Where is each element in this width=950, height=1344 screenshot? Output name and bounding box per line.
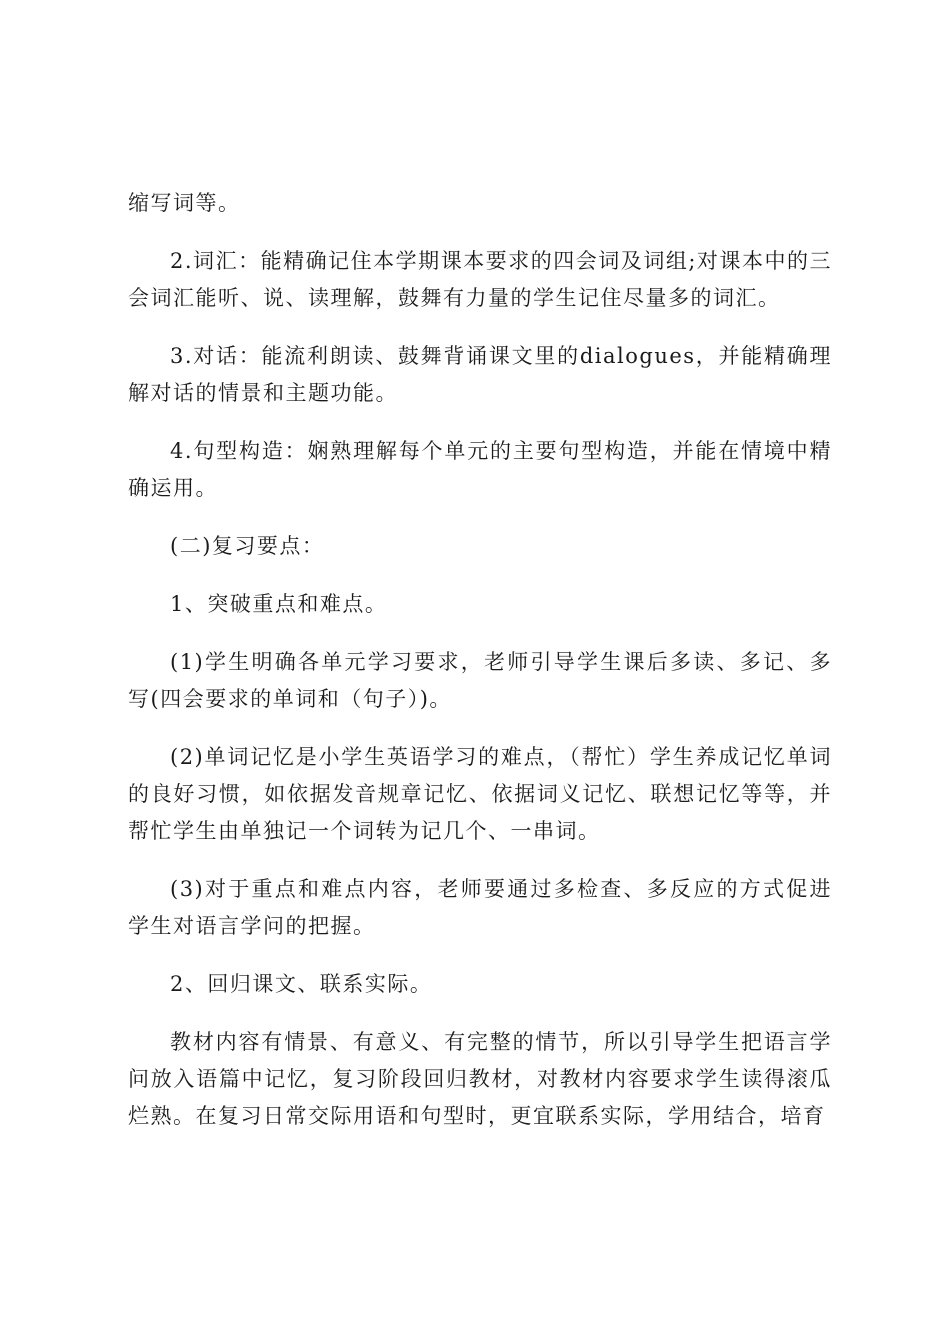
paragraph-vocabulary: 2.词汇：能精确记住本学期课本要求的四会词及词组;对课本中的三会词汇能听、说、读理解，鼓舞有力量的学生记住尽量多的词汇。	[128, 249, 832, 310]
paragraph-item-1: (1)学生明确各单元学习要求，老师引导学生课后多读、多记、多写(四会要求的单词和（句子）)。	[128, 650, 832, 711]
paragraph-item-2: (2)单词记忆是小学生英语学习的难点，（帮忙）学生养成记忆单词的良好习惯，如依据发音规章记忆、依据词义记忆、联想记忆等等，并帮忙学生由单独记一个词转为记几个、一串词。	[128, 745, 832, 843]
paragraph-continuation: 缩写词等。	[128, 191, 241, 215]
paragraph-sentence-structure: 4.句型构造：娴熟理解每个单元的主要句型构造，并能在情境中精确运用。	[128, 439, 832, 500]
paragraph-item-3: (3)对于重点和难点内容，老师要通过多检查、多反应的方式促进学生对语言学问的把握。	[128, 877, 832, 938]
document-body	[128, 185, 832, 1156]
subheading-return-to-text: 2、回归课文、联系实际。	[170, 972, 433, 996]
paragraph-textbook-content: 教材内容有情景、有意义、有完整的情节，所以引导学生把语言学问放入语篇中记忆，复习阶段回归教材，对教材内容要求学生读得滚瓜烂熟。在复习日常交际用语和句型时，更宜联系实际，学用结合，培育	[128, 1030, 832, 1128]
paragraph-dialogue: 3.对话：能流利朗读、鼓舞背诵课文里的dialogues，并能精确理解对话的情景和主题功能。	[128, 344, 832, 405]
section-heading-review-points: (二)复习要点：	[170, 534, 325, 558]
subheading-key-difficulties: 1、突破重点和难点。	[170, 592, 388, 616]
